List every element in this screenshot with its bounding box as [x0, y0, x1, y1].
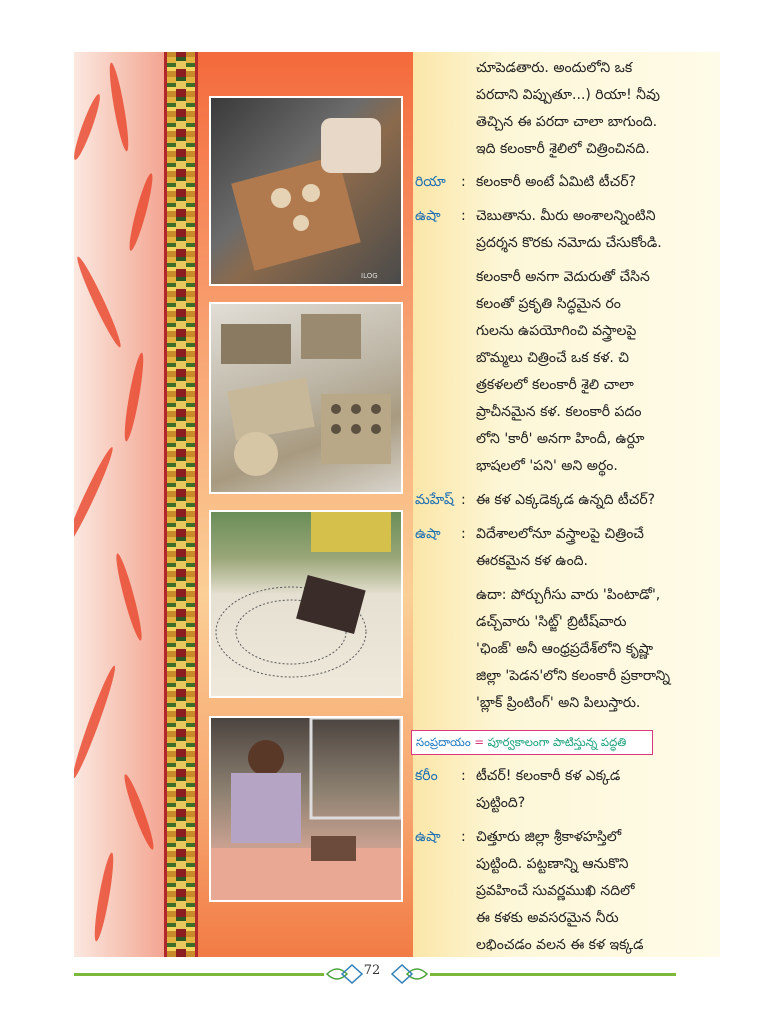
page-number: 72	[363, 963, 381, 978]
decorative-left-panel	[74, 52, 164, 957]
dialogue-line: చిత్తూరు జిల్లా శ్రీకాళహస్తిలో	[476, 829, 622, 845]
colon: :	[461, 174, 466, 190]
kalamkari-border-strip	[164, 52, 198, 957]
example-line: ఉదా: పోర్చుగీసు వారు 'పింటాడో',	[476, 587, 661, 603]
paragraph-line: భాషలలో 'పని' అని అర్థం.	[476, 458, 618, 474]
dialogue-line: ప్రవహించే సువర్ణముఖి నదిలో	[476, 883, 635, 899]
dialogue-line: ఈ కళ ఎక్కడెక్కడ ఉన్నది టీచర్?	[476, 492, 656, 508]
vocabulary-definition-box	[411, 730, 653, 755]
dialogue-line: లభించడం వలన ఈ కళ ఇక్కడ	[476, 937, 644, 953]
photo-artisan-printing	[209, 716, 403, 902]
dialogue-line: పుట్టింది. పట్టణాన్ని ఆనుకొని	[476, 856, 629, 872]
example-line: డచ్చ్‌వారు 'సిట్జ్' బ్రిటీష్‌వారు	[476, 614, 627, 630]
paragraph-line: త్రకళలలో కలంకారీ శైలి చాలా	[476, 377, 634, 393]
colon: :	[461, 829, 466, 845]
dialogue-line: కలంకారీ అంటే ఏమిటి టీచర్?	[476, 174, 636, 190]
speaker-usha: ఉషా	[415, 829, 441, 845]
definition-term: సంప్రదాయం	[416, 735, 471, 749]
paragraph-line: గులను ఉపయోగించి వస్త్రాలపై	[476, 323, 637, 339]
photo-block-printing-fabric	[209, 510, 403, 698]
definition-meaning: పూర్వకాలంగా పాటిస్తున్న పద్ధతి	[487, 735, 627, 749]
speaker-riya: రియా	[415, 174, 446, 190]
speaker-usha: ఉషా	[415, 208, 441, 224]
speaker-kareem: కరీం	[415, 768, 438, 784]
photo-wooden-block-carving	[209, 96, 403, 286]
dialogue-line: ఈరకమైన కళ ఉంది.	[476, 553, 589, 569]
text-line: తెచ్చిన ఈ పరదా చాలా బాగుంది.	[476, 114, 658, 130]
colon: :	[461, 768, 466, 784]
colon: :	[461, 492, 466, 508]
example-line: 'ఛింజ్' అనీ ఆంధ్రప్రదేశ్‌లోని కృష్ణా	[476, 641, 654, 657]
dialogue-line: విదేశాలలోనూ వస్త్రాలపై చిత్రించే	[476, 526, 644, 542]
textbook-page	[74, 52, 720, 957]
footer-rule-right	[430, 973, 676, 976]
text-line: చూపెడతారు. అందులోని ఒక	[476, 60, 633, 76]
speaker-mahesh: మహేష్	[415, 492, 454, 508]
dialogue-line: పుట్టింది?	[476, 795, 526, 811]
paragraph-line: కలంకారీ అనగా వెదురుతో చేసిన	[476, 269, 650, 285]
example-line: జిల్లా 'పెడన'లోని కలంకారీ ప్రకారాన్ని	[476, 668, 671, 684]
paragraph-line: లోని 'కారీ' అనగా హిందీ, ఉర్దూ	[476, 431, 645, 447]
footer-rule-left	[74, 973, 324, 976]
colon: :	[461, 208, 466, 224]
dialogue-line: చెబుతాను. మీరు అంశాలన్నింటిని	[476, 208, 656, 224]
example-line: 'బ్లాక్ ప్రింటింగ్' అని పిలుస్తారు.	[476, 695, 641, 711]
paragraph-line: ప్రాచీనమైన కళ. కలంకారీ పదం	[476, 404, 642, 420]
definition-equals: =	[474, 735, 484, 749]
colon: :	[461, 526, 466, 542]
dialogue-line: ఈ కళకు అవసరమైన నీరు	[476, 910, 619, 926]
photo-watermark: ILOG	[361, 272, 378, 280]
photo-printing-blocks	[209, 302, 403, 494]
dialogue-line: ప్రదర్శన కొరకు నమోదు చేసుకోండి.	[476, 235, 662, 251]
dialogue-line: టీచర్! కలంకారీ కళ ఎక్కడ	[476, 768, 621, 784]
paragraph-line: కలంతో ప్రకృతి సిద్ధమైన రం	[476, 296, 621, 312]
speaker-usha: ఉషా	[415, 526, 441, 542]
text-line: ఇది కలంకారీ శైలిలో చిత్రించినది.	[476, 141, 650, 157]
paragraph-line: బొమ్మలు చిత్రించే ఒక కళ. చి	[476, 350, 630, 366]
text-line: పరదాని విప్పుతూ...) రియా! నీవు	[476, 87, 660, 103]
